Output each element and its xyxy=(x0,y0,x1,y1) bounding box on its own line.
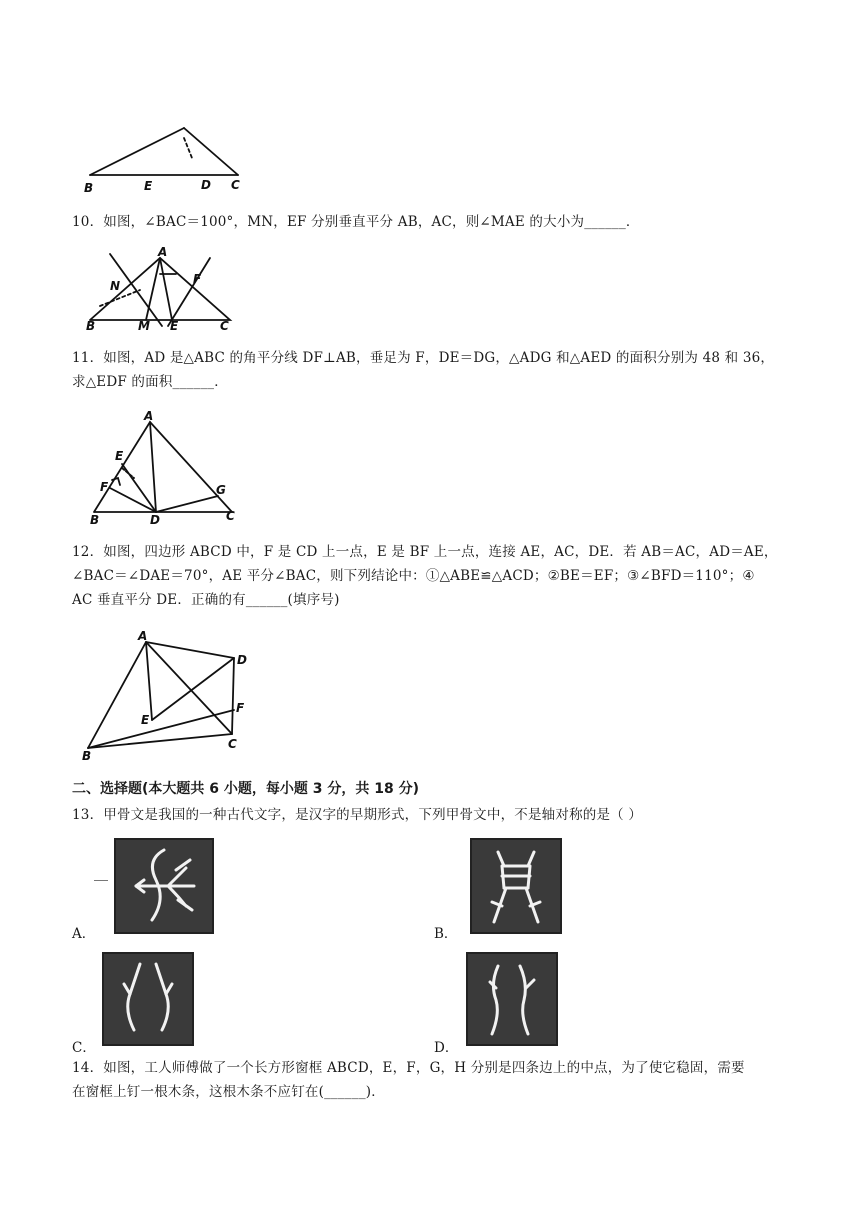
label-b: B xyxy=(90,513,100,527)
question-14 xyxy=(72,1056,852,1104)
label-a: A xyxy=(144,409,154,423)
label-f: F xyxy=(100,480,109,494)
question-13 xyxy=(72,803,832,827)
label-f: F xyxy=(193,272,202,286)
two-figures-glyph-icon xyxy=(468,954,556,1044)
question-10 xyxy=(72,210,832,234)
label-b: B xyxy=(82,749,92,762)
question-text-line1: 如图，四边形 ABCD 中，F 是 CD 上一点，E 是 BF 上一点，连接 AE，AC，DE．若 AB＝AC，AD＝AE， xyxy=(103,544,778,560)
label-c: C xyxy=(228,737,237,751)
label-d: D xyxy=(150,513,160,527)
question-text-line1: 如图，AD 是△ABC 的角平分线 DF⊥AB，垂足为 F，DE＝DG，△ADG 和△AED 的面积分别为 48 和 36， xyxy=(103,350,775,366)
label-b: B xyxy=(84,181,94,195)
question-number: 12． xyxy=(72,544,104,560)
option-a-label[interactable]: A． xyxy=(72,926,96,942)
label-f: F xyxy=(236,701,245,715)
label-e: E xyxy=(115,449,124,463)
label-d: D xyxy=(201,178,211,192)
oracle-glyph-a[interactable] xyxy=(114,838,214,934)
question-text: 甲骨文是我国的一种古代文字，是汉字的早期形式，下列甲骨文中，不是轴对称的是（ ） xyxy=(103,807,643,823)
option-b-label[interactable]: B． xyxy=(434,926,458,942)
question-text-line1: 如图，工人师傅做了一个长方形窗框 ABCD，E，F，G，H 分别是四条边上的中点，为了使它稳固，需要 xyxy=(103,1060,745,1076)
label-c: C xyxy=(231,178,240,192)
question-number: 10． xyxy=(72,214,104,230)
label-a: A xyxy=(138,629,148,643)
oracle-glyph-c[interactable] xyxy=(102,952,194,1046)
question-text-line3: AC 垂直平分 DE．正确的有______(填序号) xyxy=(72,592,340,608)
label-e: E xyxy=(144,179,153,193)
option-d-label[interactable]: D． xyxy=(434,1040,459,1056)
label-a: A xyxy=(158,246,168,259)
label-c: C xyxy=(220,319,229,333)
person-glyph-icon xyxy=(104,954,192,1044)
section-heading: 二、选择题(本大题共 6 小题，每小题 3 分，共 18 分) xyxy=(72,781,420,797)
label-e: E xyxy=(141,713,150,727)
label-c: C xyxy=(226,509,235,523)
question-number: 13． xyxy=(72,807,104,823)
figure-q12 xyxy=(76,628,256,762)
figure-q9 xyxy=(80,120,260,200)
cat-glyph-icon xyxy=(472,840,560,932)
label-d: D xyxy=(237,653,247,667)
bow-arrow-glyph-icon xyxy=(116,840,212,932)
label-m: M xyxy=(138,319,150,333)
figure-q11 xyxy=(82,408,252,528)
glyph-a-dash xyxy=(94,880,108,881)
label-n: N xyxy=(110,279,121,293)
label-g: G xyxy=(216,483,226,497)
question-text-line2: 求△EDF 的面积______． xyxy=(72,374,228,390)
question-text-line2: 在窗框上钉一根木条，这根木条不应钉在(______)． xyxy=(72,1084,385,1100)
question-number: 11． xyxy=(72,350,104,366)
oracle-glyph-b[interactable] xyxy=(470,838,562,934)
question-11 xyxy=(72,346,852,394)
question-12 xyxy=(72,540,852,612)
figure-q10 xyxy=(80,246,250,336)
question-text: 如图，∠BAC＝100°，MN，EF 分别垂直平分 AB，AC，则∠MAE 的大小为______． xyxy=(103,214,640,230)
question-text-line2: ∠BAC＝∠DAE＝70°，AE 平分∠BAC，则下列结论中：①△ABE≌△ACD；②BE＝EF；③∠BFD＝110°；④ xyxy=(72,568,755,584)
option-c-label[interactable]: C． xyxy=(72,1040,96,1056)
question-number: 14． xyxy=(72,1060,104,1076)
label-b: B xyxy=(86,319,96,333)
label-e: E xyxy=(170,319,179,333)
oracle-glyph-d[interactable] xyxy=(466,952,558,1046)
